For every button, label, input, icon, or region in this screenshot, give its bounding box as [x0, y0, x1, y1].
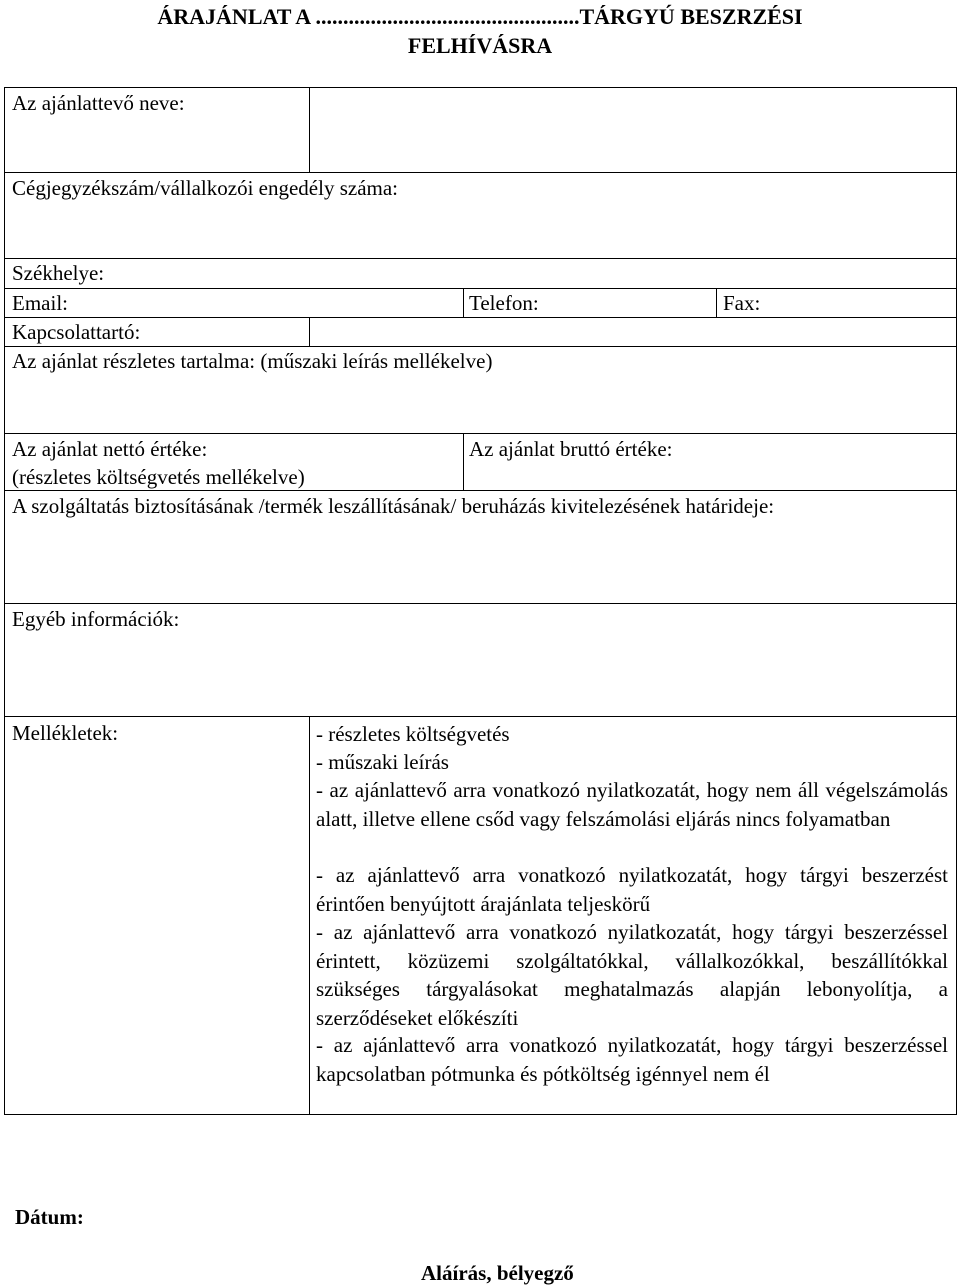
row-divider-contact	[4, 317, 957, 318]
col-divider-gross-value	[463, 433, 464, 491]
attachment-item-negotiation-statement: - az ajánlattevő arra vonatkozó nyilatkozatát, hogy tárgyi beszerzéssel érintett, közüzemi szolgáltatókkal, vállalkozókkal, beszállítókkal szükséges tárgyalásokat meghatalmazás alapján lebonyolítja, a szerződéseket előkészíti	[316, 920, 948, 1030]
attachments-label: Mellékletek:	[12, 721, 119, 745]
gross-value-label: Az ajánlat bruttó értéke:	[469, 437, 673, 461]
table-border-left	[4, 87, 5, 1115]
document-title-line1: ÁRAJÁNLAT A ................................................TÁRGYÚ BESZRZÉSI	[157, 4, 803, 29]
seat-label: Székhelye:	[12, 261, 105, 285]
col-divider-contact	[309, 317, 310, 347]
table-border-top	[4, 87, 957, 88]
other-info-label: Egyéb információk:	[12, 607, 180, 631]
signature-stamp-label: Aláírás, bélyegző	[421, 1261, 574, 1285]
contact-person-label: Kapcsolattartó:	[12, 320, 141, 344]
row-divider-seat	[4, 258, 957, 259]
registration-number-label: Cégjegyzékszám/vállalkozói engedély száma:	[12, 176, 399, 200]
table-border-right	[956, 87, 957, 1115]
attachment-item-liquidation-statement: - az ajánlattevő arra vonatkozó nyilatkozatát, hogy nem áll végelszámolás alatt, illetve ellene csőd vagy felszámolási eljárás nincs folyamatban	[316, 778, 948, 831]
email-label: Email:	[12, 291, 68, 315]
col-divider-bidder-name	[309, 87, 310, 173]
date-label: Dátum:	[15, 1205, 84, 1229]
row-divider-attachments	[4, 716, 957, 717]
row-divider-registration	[4, 172, 957, 173]
attachment-item-completeness-statement: - az ajánlattevő arra vonatkozó nyilatkozatát, hogy tárgyi beszerzést érintően benyújtott árajánlata teljeskörű	[316, 863, 948, 916]
col-divider-attachments	[309, 716, 310, 1115]
col-divider-phone	[463, 288, 464, 318]
offer-details-label: Az ajánlat részletes tartalma: (műszaki leírás mellékelve)	[12, 349, 493, 373]
attachment-item-budget: - részletes költségvetés	[316, 722, 510, 746]
bidder-name-label: Az ajánlattevő neve:	[12, 91, 185, 115]
col-divider-fax	[716, 288, 717, 318]
row-divider-values	[4, 433, 957, 434]
budget-note: (részletes költségvetés mellékelve)	[12, 465, 305, 489]
net-value-label: Az ajánlat nettó értéke:	[12, 437, 208, 461]
attachment-item-technical-description: - műszaki leírás	[316, 750, 449, 774]
row-divider-other-info	[4, 603, 957, 604]
phone-label: Telefon:	[469, 291, 539, 315]
document-title-line2: FELHÍVÁSRA	[407, 33, 553, 58]
attachment-item-extra-cost-statement: - az ajánlattevő arra vonatkozó nyilatkozatát, hogy tárgyi beszerzéssel kapcsolatban pótmunka és pótköltség igénnyel nem él	[316, 1033, 948, 1086]
deadline-label: A szolgáltatás biztosításának /termék leszállításának/ beruházás kivitelezésének határideje:	[12, 494, 775, 518]
fax-label: Fax:	[723, 291, 761, 315]
table-border-bottom	[4, 1114, 957, 1115]
